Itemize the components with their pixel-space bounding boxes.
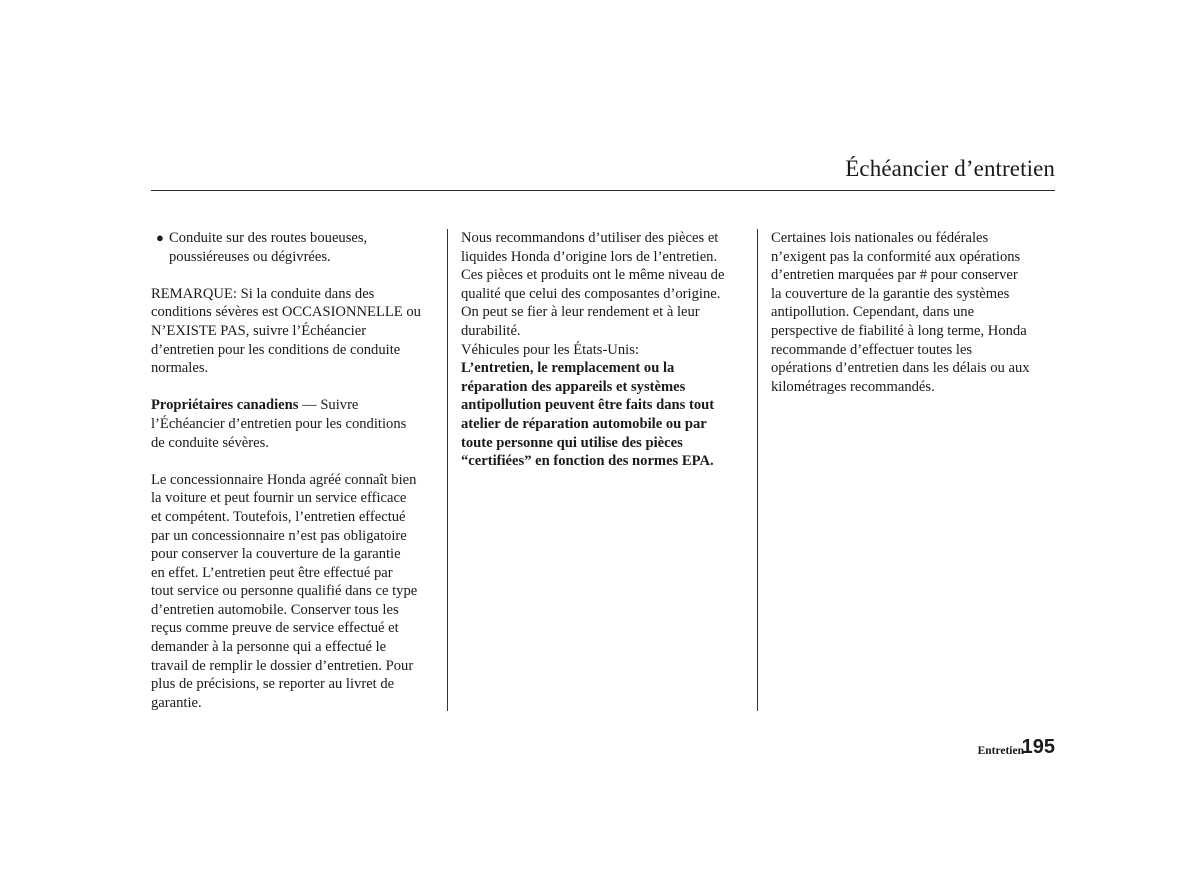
dealer-line: reçus comme preuve de service effectué et — [151, 620, 399, 637]
laws-line: d’entretien marquées par # pour conserver — [771, 267, 1018, 284]
emissions-bold-line: toute personne qui utilise des pièces — [461, 434, 683, 451]
parts-line: liquides Honda d’origine lors de l’entretien. — [461, 248, 718, 265]
parts-line: qualité que celui des composantes d’origine. — [461, 285, 721, 302]
emissions-bold-line: réparation des appareils et systèmes — [461, 378, 686, 395]
page-number: 195 — [1021, 736, 1055, 758]
column-divider — [447, 229, 448, 711]
dealer-line: plus de précisions, se reporter au livret de — [151, 676, 395, 693]
dealer-line: garantie. — [151, 694, 202, 711]
dealer-line: travail de remplir le dossier d’entretien. Pour — [151, 657, 414, 674]
remark-line: conditions sévères est OCCASIONNELLE ou — [151, 304, 421, 321]
bullet-line-2: poussiéreuses ou dégivrées. — [169, 248, 331, 265]
parts-paragraph — [461, 229, 751, 471]
canadian-line: l’Échéancier d’entretien pour les conditions — [151, 415, 407, 432]
dealer-line: pour conserver la couverture de la garantie — [151, 546, 401, 563]
column-1 — [151, 229, 439, 712]
dealer-line: et compétent. Toutefois, l’entretien effectué — [151, 508, 406, 525]
canadian-owners-heading: Propriétaires canadiens — [151, 397, 299, 414]
footer-section-label: Entretien — [977, 745, 1024, 757]
laws-line: Certaines lois nationales ou fédérales — [771, 230, 989, 246]
bullet-line-1: Conduite sur des routes boueuses, — [169, 230, 368, 246]
remark-paragraph — [151, 285, 439, 378]
laws-line: n’exigent pas la conformité aux opérations — [771, 248, 1021, 265]
remark-line: normales. — [151, 360, 209, 377]
parts-line: On peut se fier à leur rendement et à leur — [461, 304, 700, 321]
emissions-bold-line: atelier de réparation automobile ou par — [461, 415, 707, 432]
us-vehicles-label: Véhicules pour les États-Unis: — [461, 341, 639, 358]
remark-line: d’entretien pour les conditions de conduite — [151, 341, 401, 358]
dealer-paragraph — [151, 471, 439, 713]
laws-paragraph — [771, 229, 1055, 396]
column-2 — [461, 229, 751, 471]
remark-line: N’EXISTE PAS, suivre l’Échéancier — [151, 322, 367, 339]
bullet-icon: ● — [156, 230, 164, 245]
dealer-line: tout service ou personne qualifié dans ce type — [151, 583, 418, 600]
parts-line: Nous recommandons d’utiliser des pièces et — [461, 230, 719, 246]
laws-line: kilométrages recommandés. — [771, 378, 935, 395]
laws-line: opérations d’entretien dans les délais ou aux — [771, 360, 1030, 377]
bullet-item — [151, 229, 439, 266]
laws-line: antipollution. Cependant, dans une — [771, 304, 975, 321]
laws-line: recommande d’effectuer toutes les — [771, 341, 973, 358]
column-divider — [757, 229, 758, 711]
canadian-owners-paragraph — [151, 396, 439, 452]
remark-line: REMARQUE: Si la conduite dans des — [151, 285, 375, 302]
dealer-line: par un concessionnaire n’est pas obligatoire — [151, 527, 407, 544]
dealer-line: Le concessionnaire Honda agréé connaît bien — [151, 471, 417, 488]
dealer-line: en effet. L’entretien peut être effectué par — [151, 564, 393, 581]
dealer-line: d’entretien automobile. Conserver tous les — [151, 601, 399, 618]
emissions-bold-line: L’entretien, le remplacement ou la — [461, 360, 675, 377]
laws-line: perspective de fiabilité à long terme, Honda — [771, 322, 1027, 339]
canadian-owners-dash-text: — Suivre — [298, 397, 359, 414]
parts-line: Ces pièces et produits ont le même niveau de — [461, 267, 725, 284]
dealer-line: la voiture et peut fournir un service efficace — [151, 490, 407, 507]
dealer-line: demander à la personne qui a effectué le — [151, 639, 387, 656]
laws-line: la couverture de la garantie des systèmes — [771, 285, 1010, 302]
column-3 — [771, 229, 1055, 396]
parts-line: durabilité. — [461, 322, 521, 339]
emissions-bold-line: “certifiées” en fonction des normes EPA. — [461, 453, 714, 470]
page-title: Échéancier d’entretien — [845, 156, 1055, 181]
emissions-bold-line: antipollution peuvent être faits dans tout — [461, 397, 715, 414]
title-rule — [151, 190, 1055, 191]
canadian-line: de conduite sévères. — [151, 434, 269, 451]
